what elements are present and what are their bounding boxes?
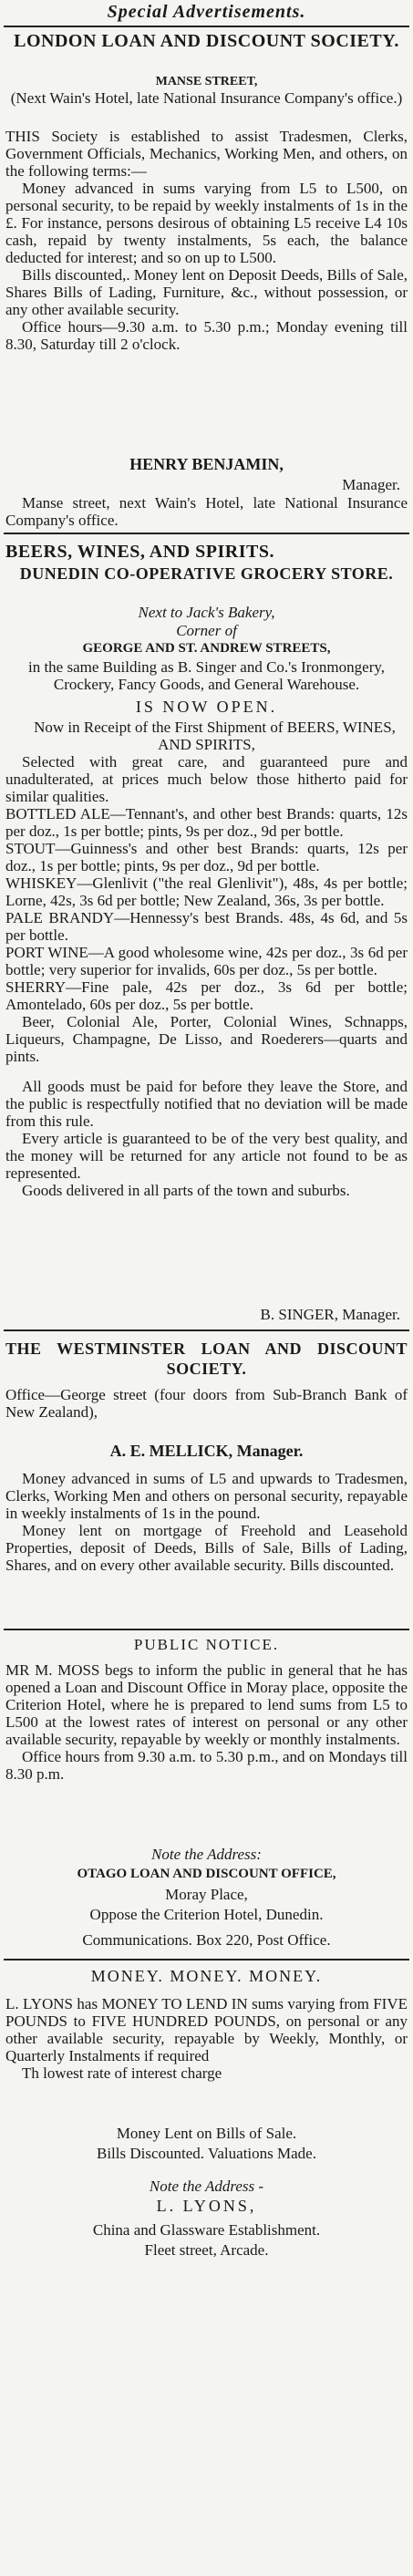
ad1-role: Manager. [342,476,400,493]
ad5-name: L. LYONS, [156,2197,257,2215]
ad4-opposite: Oppose the Criterion Hotel, Dunedin. [89,1906,324,1923]
ad2-p8: SHERRY—Fine pale, 42s per doz., 3s 6d per bottle; Amontelado, 60s per doz., 5s per bottle. [5,978,408,1013]
ad1-name: HENRY BENJAMIN, [129,455,284,473]
ad4-communications: Communications. Box 220, Post Office. [82,1931,331,1949]
ad2-title: BEERS, WINES, AND SPIRITS. [5,542,274,562]
ad1-p4: Office hours—9.30 a.m. to 5.30 p.m.; Monday evening till 8.30, Saturday till 2 o'clock. [5,318,408,353]
ad2-p9: Beer, Colonial Ale, Porter, Colonial Wines, Schnapps, Liqueurs, Champagne, De Lisso, and Roederers—quarts and pints. [5,1013,408,1065]
ad5-title: MONEY. MONEY. MONEY. [90,1967,323,1985]
ad4-p2: Office hours from 9.30 a.m. to 5.30 p.m., and on Mondays till 8.30 p.m. [5,1748,408,1783]
ad5-p1: L. LYONS has MONEY TO LEND IN sums varying from FIVE POUNDS to FIVE HUNDRED POUNDS, on personal or any other available security, repayable by Weekly, Monthly, or Quarterly Instalments if required [5,1995,408,2064]
ad2-p12: Goods delivered in all parts of the town and suburbs. [22,1182,350,1199]
ad4-place: Moray Place, [165,1886,248,1903]
ad3-p3: Money lent on mortgage of Freehold and Leasehold Properties, deposit of Deeds, Bills of Sale, Bills of Lading, Shares, and on every other available security. Bills discounted. [5,1522,408,1574]
ad1-p3: Bills discounted,. Money lent on Deposit Deeds, Bills of Sale, Shares Bills of Lading, Furniture, &c., without possession, or any other available security. [5,266,408,318]
ad1-footer-text: Manse street, next Wain's Hotel, late National Insurance Company's office. [5,494,408,529]
ad1-p1: THIS Society is established to assist Tradesmen, Clerks, Government Officials, Mechanics, Working Men, and others, on the following terms:— [5,128,408,180]
ad2-line1: Next to Jack's Bakery, [138,604,275,621]
ad2-line3: GEORGE AND ST. ANDREW STREETS, [82,641,331,656]
ad3-body-b [5,1470,408,1574]
ad2-p1: Now in Receipt of the First Shipment of BEERS, WINES, AND SPIRITS, [34,719,396,753]
ad3-p1: Office—George street (four doors from Sub-Branch Bank of New Zealand), [5,1386,408,1421]
ad2-intro [5,658,408,693]
ad2-line2: Corner of [176,622,237,639]
ad2-line4: in the same Building as B. Singer and Co.'s Ironmongery, Crockery, Fancy Goods, and General Warehouse. [27,658,386,693]
ad3-body-a [5,1386,408,1421]
ad1-address2: (Next Wain's Hotel, late National Insurance Company's office.) [10,89,403,107]
ad1-body [5,128,408,353]
ad4-body [5,1661,408,1783]
ad2-subtitle: DUNEDIN CO-OPERATIVE GROCERY STORE. [19,564,394,583]
ad2-p4: STOUT—Guinness's and other best Brands: quarts, 12s per doz., 1s per bottle; pints, 9s per doz., 9d per bottle. [5,840,408,874]
ad2-p10: All goods must be paid for before they leave the Store, and the public is respectfully notified that no deviation will be made from this rule. [5,1078,408,1130]
divider [4,1329,409,1331]
ad4-office: OTAGO LOAN AND DISCOUNT OFFICE, [77,1867,336,1881]
divider [4,533,409,534]
ad2-now-open: IS NOW OPEN. [135,698,278,716]
ad5-street: Fleet street, Arcade. [144,2241,269,2259]
ad5-body [5,1995,408,2082]
ad5-note: Note the Address - [149,2178,264,2195]
ad4-title: PUBLIC NOTICE. [133,1636,280,1653]
ad2-body [5,719,408,1199]
ad3-name: A. E. MELLICK, Manager. [109,1442,304,1460]
ad2-signature: B. SINGER, Manager. [260,1306,400,1323]
ad2-p5: WHISKEY—Glenlivit ("the real Glenlivit"), 48s, 4s per bottle; Lorne, 42s, 3s 6d per bottle; New Zealand, 36s, 3s per bottle. [5,874,408,909]
ad1-address: MANSE STREET, [155,75,258,88]
divider [4,26,409,27]
ad1-title: LONDON LOAN AND DISCOUNT SOCIETY. [14,31,399,51]
ad2-p3: BOTTLED ALE—Tennant's, and other best Brands: quarts, 12s per doz., 1s per bottle; pints, 9s per doz., 9d per bottle. [5,805,408,840]
ad1-p2: Money advanced in sums varying from L5 to L500, on personal security, to be repaid by weekly instalments of 1s in the £. For instance, persons desirous of obtaining L5 receive L4 10s cash, repaid by twenty instalments, 5s each, the balance deducted for interest; and so on up to L500. [5,180,408,266]
ad5-p4: Bills Discounted. Valuations Made. [97,2145,316,2162]
ad5-p3: Money Lent on Bills of Sale. [116,2125,297,2142]
ad2-p11: Every article is guaranteed to be of the very best quality, and the money will be returned for any article not found to be as represented. [5,1130,408,1182]
ad2-p7: PORT WINE—A good wholesome wine, 42s per doz., 3s 6d per bottle; very superior for invalids, 60s per doz., 5s per bottle. [5,944,408,978]
divider [4,1959,409,1960]
ad4-p1: MR M. MOSS begs to inform the public in general that he has opened a Loan and Discount Office in Moray place, opposite the Criterion Hotel, where he is prepared to lend sums from L5 to L500 at the lowest rates of interest on personal or any other available security, repayable by weekly or monthly instalments. [5,1661,408,1748]
ad1-footer [5,494,408,529]
ad3-title: THE WESTMINSTER LOAN AND DISCOUNT SOCIETY. [5,1340,408,1378]
page-header: Special Advertisements. [107,2,306,22]
ad4-note: Note the Address: [151,1846,262,1863]
ad2-p2: Selected with great care, and guaranteed pure and unadulterated, at prices much below those hitherto paid for similar qualities. [5,753,408,805]
ad3-p2: Money advanced in sums of L5 and upwards to Tradesmen, Clerks, Working Men and others on personal security, repayable in weekly instalments of 1s in the pound. [5,1470,408,1522]
ad5-p2: Th lowest rate of interest charge [22,2064,222,2082]
ad5-shop: China and Glassware Establishment. [92,2221,321,2239]
ad2-p6: PALE BRANDY—Hennessy's best Brands. 48s, 4s 6d, and 5s per bottle. [5,909,408,944]
divider [4,1629,409,1630]
